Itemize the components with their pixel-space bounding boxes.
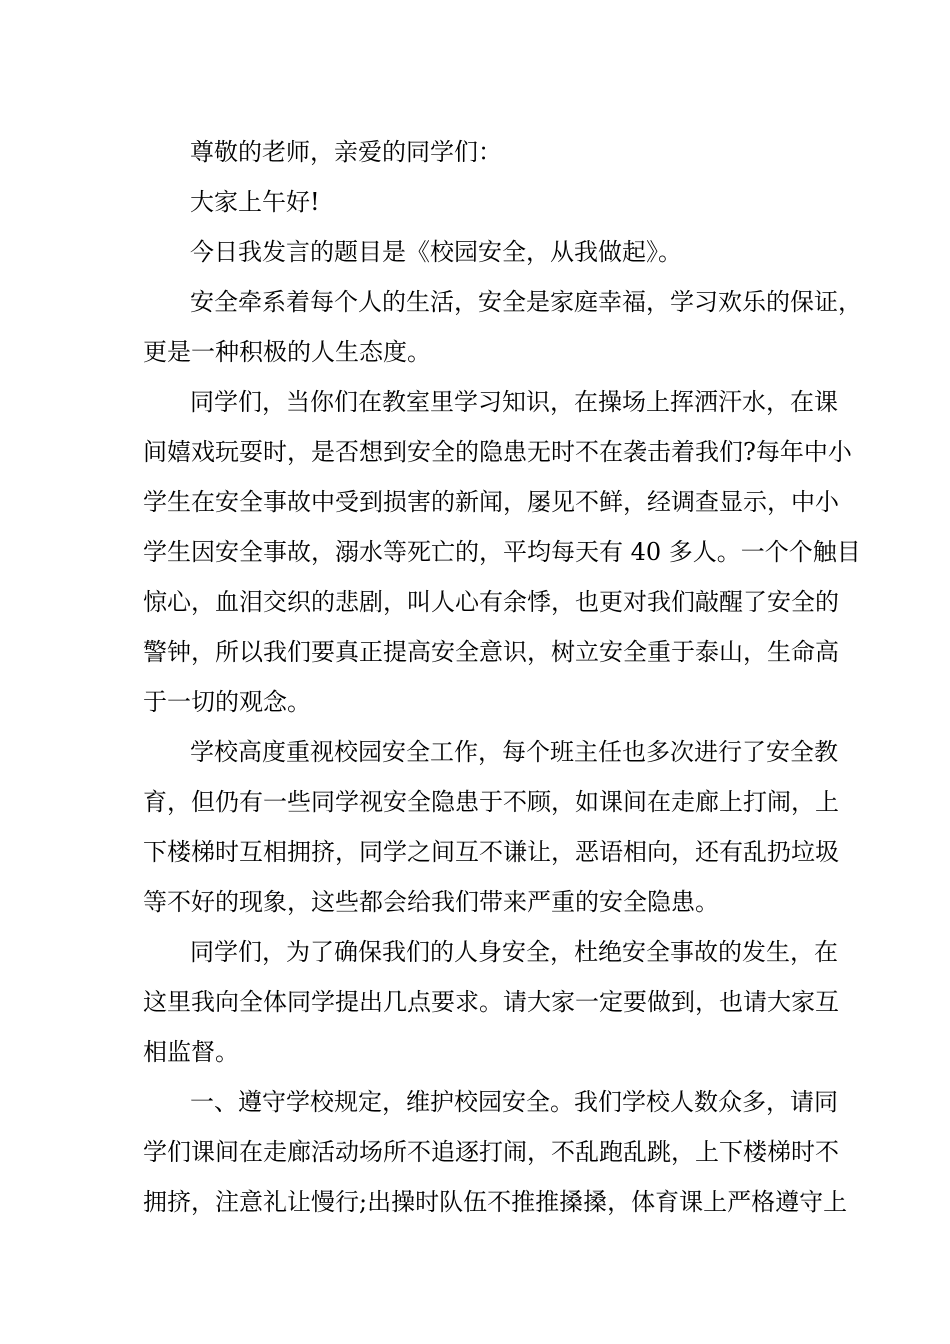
paragraph-line: 惊心，血泪交织的悲剧，叫人心有余悸，也更对我们敲醒了安全的 xyxy=(143,588,839,616)
paragraph-line: 拥挤，注意礼让慢行;出操时队伍不推推搡搡，体育课上严格遵守上 xyxy=(143,1188,848,1216)
paragraph-line: 同学们，当你们在教室里学习知识，在操场上挥洒汗水，在课 xyxy=(190,388,838,416)
paragraph-line: 学生在安全事故中受到损害的新闻，屡见不鲜，经调查显示，中小 xyxy=(143,488,839,516)
speech-topic: 今日我发言的题目是《校园安全，从我做起》。 xyxy=(190,238,682,266)
paragraph-line: 于一切的观念。 xyxy=(143,688,311,716)
paragraph-line: 同学们，为了确保我们的人身安全，杜绝安全事故的发生，在 xyxy=(190,938,838,966)
paragraph-line: 一、遵守学校规定，维护校园安全。我们学校人数众多，请同 xyxy=(190,1088,838,1116)
paragraph-line: 安全牵系着每个人的生活，安全是家庭幸福，学习欢乐的保证， xyxy=(190,288,862,316)
paragraph-line: 学们课间在走廊活动场所不追逐打闹，不乱跑乱跳，上下楼梯时不 xyxy=(143,1138,839,1166)
paragraph-line: 相监督。 xyxy=(143,1038,239,1066)
greeting: 大家上午好! xyxy=(190,188,320,216)
paragraph-line: 等不好的现象，这些都会给我们带来严重的安全隐患。 xyxy=(143,888,719,916)
paragraph-line: 警钟，所以我们要真正提高安全意识，树立安全重于泰山，生命高 xyxy=(143,638,839,666)
paragraph-line: 下楼梯时互相拥挤，同学之间互不谦让，恶语相向，还有乱扔垃圾 xyxy=(143,838,839,866)
paragraph-line: 间嬉戏玩耍时，是否想到安全的隐患无时不在袭击着我们?每年中小 xyxy=(143,438,852,466)
paragraph-line: 育，但仍有一些同学视安全隐患于不顾，如课间在走廊上打闹，上 xyxy=(143,788,839,816)
salutation: 尊敬的老师，亲爱的同学们： xyxy=(190,138,502,166)
paragraph-line: 学校高度重视校园安全工作，每个班主任也多次进行了安全教 xyxy=(190,738,838,766)
paragraph-line: 学生因安全事故，溺水等死亡的，平均每天有 40 多人。一个个触目 xyxy=(143,538,861,566)
paragraph-line: 这里我向全体同学提出几点要求。请大家一定要做到，也请大家互 xyxy=(143,988,839,1016)
paragraph-line: 更是一种积极的人生态度。 xyxy=(143,338,431,366)
